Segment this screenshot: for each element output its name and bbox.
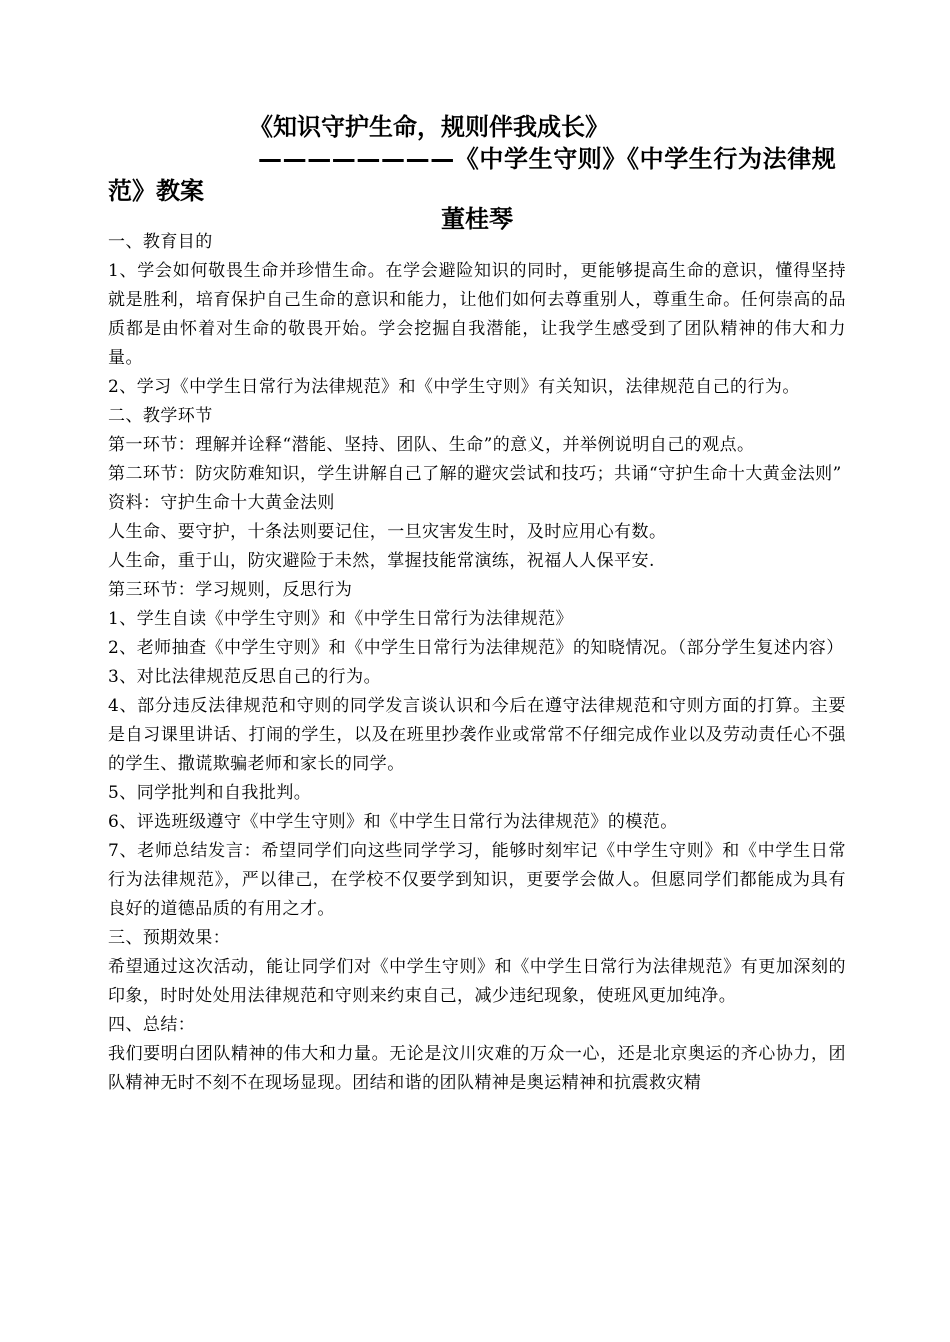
paragraph: 人生命，重于山，防灾避险于未然，掌握技能常演练，祝福人人保平安. <box>108 551 655 571</box>
document-subtitle-continued: 范》教案 <box>108 177 204 205</box>
paragraph: 7、老师总结发言：希望同学们向这些同学学习，能够时刻牢记《中学生守则》和《中学生日常行为法律规范》，严以律己，在学校不仅要学到知识，更要学会做人。但愿同学们都能成为具有良好的道德品质的有用之才。 <box>108 841 846 919</box>
paragraph: 6、评选班级遵守《中学生守则》和《中学生日常行为法律规范》的模范。 <box>108 812 678 832</box>
paragraph: 我们要明白团队精神的伟大和力量。无论是汶川灾难的万众一心，还是北京奥运的齐心协力，团队精神无时不刻不在现场显现。团结和谐的团队精神是奥运精神和抗震救灾精 <box>108 1044 846 1093</box>
document-body <box>108 228 846 1098</box>
paragraph: 人生命、要守护，十条法则要记住，一旦灾害发生时，及时应用心有数。 <box>108 522 667 542</box>
paragraph: 1、学生自读《中学生守则》和《中学生日常行为法律规范》 <box>108 609 573 629</box>
author-name: 董桂琴 <box>441 205 513 233</box>
paragraph: 5、同学批判和自我批判。 <box>108 783 312 803</box>
paragraph: 4、部分违反法律规范和守则的同学发言谈认识和今后在遵守法律规范和守则方面的打算。主要是自习课里讲话、打闹的学生，以及在班里抄袭作业或常常不仔细完成作业以及劳动责任心不强的学生、撒谎欺骗老师和家长的同学。 <box>108 696 846 774</box>
paragraph: 1、学会如何敬畏生命并珍惜生命。在学会避险知识的同时，更能够提高生命的意识，懂得坚持就是胜利，培育保护自己生命的意识和能力，让他们如何去尊重别人，尊重生命。任何崇高的品质都是由怀着对生命的敬畏开始。学会挖掘自我潜能，让我学生感受到了团队精神的伟大和力量。 <box>108 261 846 368</box>
document-subtitle: ————————《中学生守则》《中学生行为法律规 <box>258 145 837 173</box>
section-heading-expected-results: 三、预期效果： <box>108 928 231 948</box>
document-title: 《知识守护生命，规则伴我成长》 <box>249 113 609 141</box>
section-heading-steps: 二、教学环节 <box>108 406 213 426</box>
paragraph: 第一环节：理解并诠释“潜能、坚持、团队、生命”的意义，并举例说明自己的观点。 <box>108 435 755 455</box>
paragraph: 2、学习《中学生日常行为法律规范》和《中学生守则》有关知识，法律规范自己的行为。 <box>108 377 800 397</box>
section-heading-goals: 一、教育目的 <box>108 232 213 252</box>
paragraph: 2、老师抽查《中学生守则》和《中学生日常行为法律规范》的知晓情况。（部分学生复述内容） <box>108 638 844 658</box>
paragraph: 第二环节：防灾防难知识，学生讲解自己了解的避灾尝试和技巧；共诵“守护生命十大黄金法则” <box>108 464 842 484</box>
paragraph: 希望通过这次活动，能让同学们对《中学生守则》和《中学生日常行为法律规范》有更加深刻的印象，时时处处用法律规范和守则来约束自己，减少违纪现象，使班风更加纯净。 <box>108 957 846 1006</box>
section-heading-summary: 四、总结： <box>108 1015 196 1035</box>
paragraph: 第三环节：学习规则，反思行为 <box>108 580 353 600</box>
paragraph: 资料：守护生命十大黄金法则 <box>108 493 335 513</box>
paragraph: 3、对比法律规范反思自己的行为。 <box>108 667 382 687</box>
